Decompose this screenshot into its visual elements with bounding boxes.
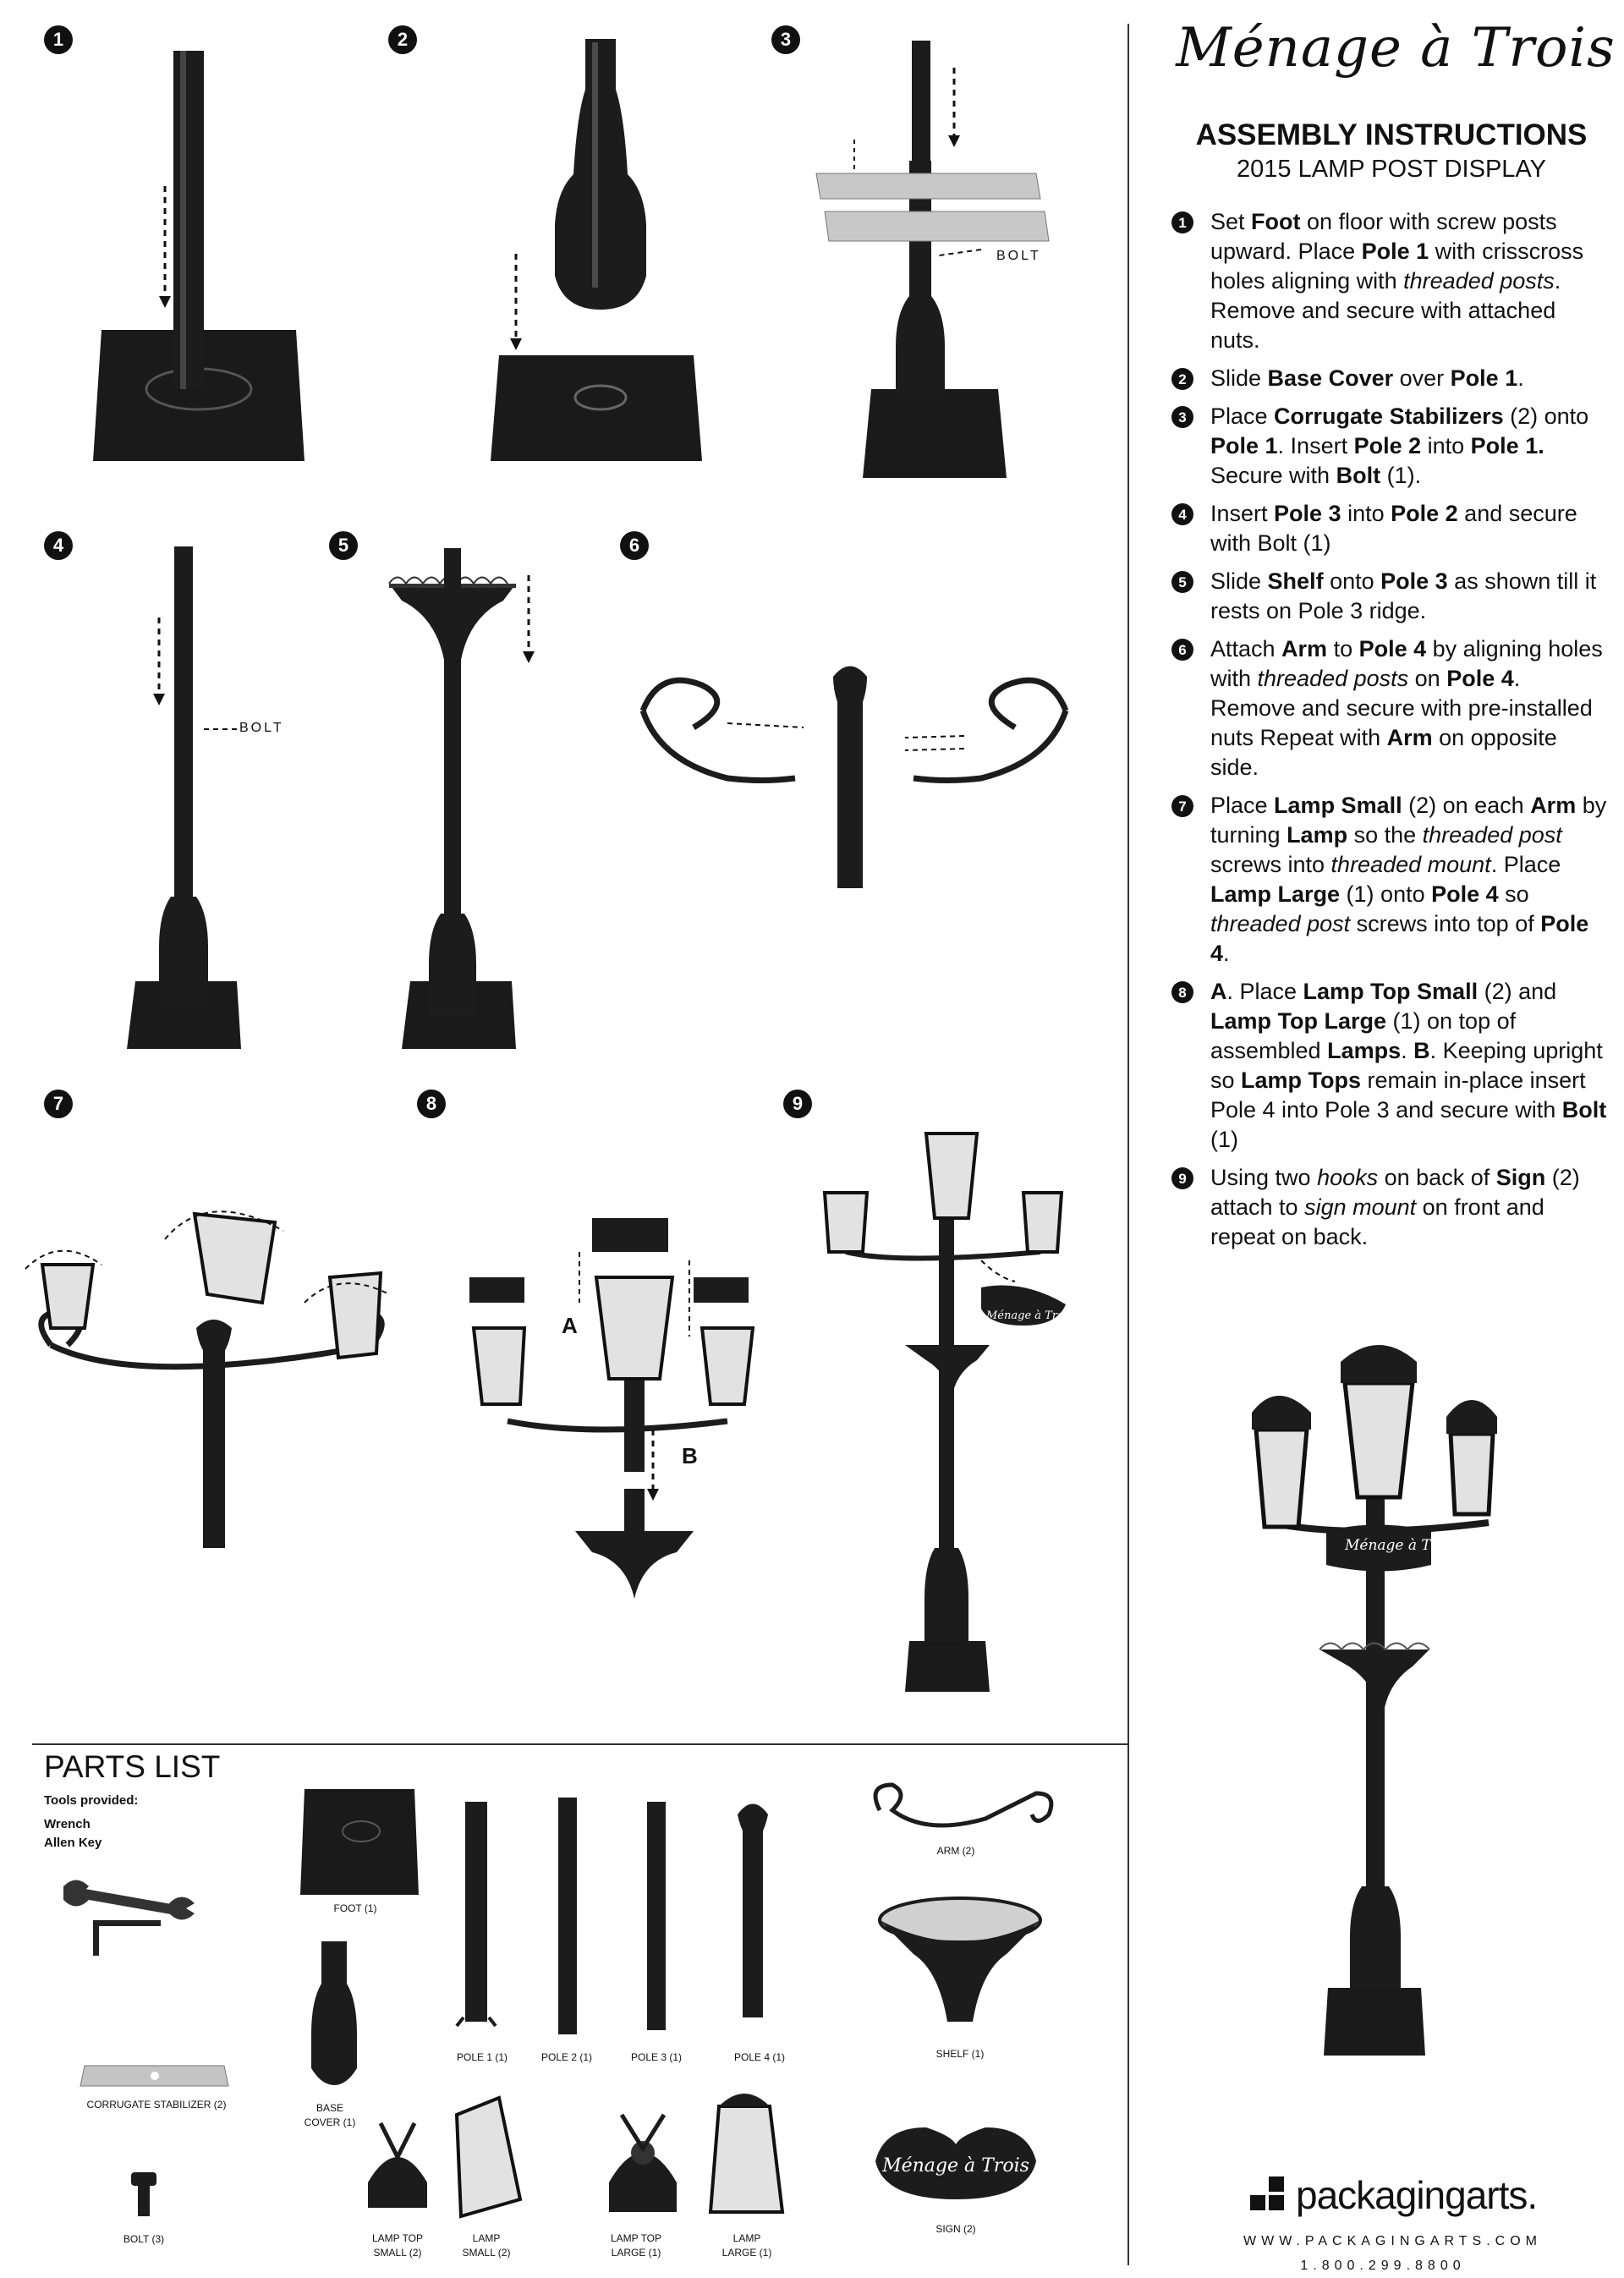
label-sign: SIGN (2) xyxy=(935,2223,976,2235)
packagingarts-logo-icon xyxy=(1250,2176,1287,2214)
label-lamp-large: LAMP LARGE (1) xyxy=(721,2232,772,2259)
label-bolt: BOLT (3) xyxy=(123,2233,165,2245)
pole-4-part xyxy=(743,1814,763,2017)
instruction-step xyxy=(1171,364,1611,393)
diagram-step-1-badge: 1 xyxy=(44,25,73,54)
parts-list-title: PARTS LIST xyxy=(44,1749,221,1784)
step-number-badge: 3 xyxy=(1171,406,1193,428)
instruction-step xyxy=(1171,402,1611,491)
step-text: Attach Arm to Pole 4 by aligning holes with threaded posts on Pole 4. Remove and secure with pre-installed nuts Repeat with Arm on opposite side. xyxy=(1210,636,1603,780)
packagingarts-logo-text: packagingarts. xyxy=(1296,2173,1538,2217)
step-text: Using two hooks on back of Sign (2) attach to sign mount on front and repeat on back. xyxy=(1210,1165,1580,1249)
instruction-step xyxy=(1171,634,1611,782)
page-title: ASSEMBLY INSTRUCTIONS xyxy=(1195,118,1588,151)
diagram-8-illustration xyxy=(457,1167,761,1607)
diagram-step-5-badge: 5 xyxy=(329,531,358,560)
instruction-step xyxy=(1171,1163,1611,1252)
step-number-badge: 9 xyxy=(1171,1167,1193,1189)
diagram-step-4-badge: 4 xyxy=(44,531,73,560)
arm-part-illustration xyxy=(863,1776,1049,1844)
diagram-3-illustration xyxy=(804,34,1108,491)
diagram-step-7-badge: 7 xyxy=(44,1090,73,1118)
diagram-step-2-badge: 2 xyxy=(388,25,417,54)
diagram-step-8-badge: 8 xyxy=(417,1090,446,1118)
label-shelf: SHELF (1) xyxy=(935,2048,985,2060)
step-number-badge: 1 xyxy=(1171,211,1193,233)
step-number-badge: 2 xyxy=(1171,368,1193,390)
diagram-1-illustration xyxy=(76,42,321,474)
step-text: Place Lamp Small (2) on each Arm by turning Lamp so the threaded post screws into threaded mount. Place Lamp Large (1) onto Pole 4 so threaded post screws into top of Pole 4. xyxy=(1210,793,1607,966)
footer-phone: 1.800.299.8800 xyxy=(1300,2259,1466,2273)
instruction-step xyxy=(1171,207,1611,355)
label-a: A xyxy=(562,1313,578,1338)
label-pole-1: POLE 1 (1) xyxy=(456,2051,508,2063)
label-b: B xyxy=(682,1443,698,1468)
diagram-6-illustration xyxy=(626,643,1100,897)
step-number-badge: 8 xyxy=(1171,981,1193,1003)
diagram-step-6-badge: 6 xyxy=(620,531,649,560)
diagram-step-9-badge: 9 xyxy=(783,1090,812,1118)
sign-text-diagram-9: Ménage à Trois xyxy=(986,1309,1073,1322)
step-text: Insert Pole 3 into Pole 2 and secure with Bolt (1) xyxy=(1210,501,1577,556)
diagram-4-illustration xyxy=(118,541,279,1066)
sign-part-text: Ménage à Trois xyxy=(882,2155,1029,2176)
diagram-2-illustration xyxy=(474,34,727,474)
pole-2-part xyxy=(558,1798,577,2034)
label-lamp-top-small: LAMP TOP SMALL (2) xyxy=(371,2232,424,2259)
stabilizer-part-illustration xyxy=(80,2064,233,2089)
shelf-part-illustration xyxy=(875,1895,1045,2039)
diagram-7-illustration xyxy=(17,1201,414,1556)
vertical-divider xyxy=(1127,24,1129,2265)
lamp-large-parts-illustration xyxy=(592,2081,795,2225)
label-pole-3: POLE 3 (1) xyxy=(630,2051,683,2063)
label-pole-2: POLE 2 (1) xyxy=(540,2051,593,2063)
step-number-badge: 5 xyxy=(1171,571,1193,593)
step-text: Slide Shelf onto Pole 3 as shown till it rests on Pole 3 ridge. xyxy=(1210,568,1597,623)
step-number-badge: 4 xyxy=(1171,503,1193,525)
step-number-badge: 6 xyxy=(1171,639,1193,661)
label-lamp-top-large: LAMP TOP LARGE (1) xyxy=(610,2232,662,2259)
step-text: Set Foot on floor with screw posts upward. Place Pole 1 with crisscross holes aligning with threaded posts. Remove and secure with attached nuts. xyxy=(1210,209,1584,353)
diagram-step-3-badge: 3 xyxy=(771,25,800,54)
label-foot: FOOT (1) xyxy=(333,1902,377,1914)
step-text: Place Corrugate Stabilizers (2) onto Pole 1. Insert Pole 2 into Pole 1. Secure with Bolt (1). xyxy=(1210,403,1589,488)
diagram-9-illustration xyxy=(812,1091,1100,1700)
instruction-step xyxy=(1171,567,1611,626)
tools-heading: Tools provided: xyxy=(44,1793,139,1808)
instruction-step xyxy=(1171,977,1611,1155)
instruction-step xyxy=(1171,499,1611,558)
label-stabilizer: CORRUGATE STABILIZER (2) xyxy=(86,2099,227,2111)
step-text: Slide Base Cover over Pole 1. xyxy=(1210,365,1524,391)
label-arm: ARM (2) xyxy=(936,1845,975,1857)
label-lamp-small: LAMP SMALL (2) xyxy=(462,2232,511,2259)
poles-parts-illustration xyxy=(457,1798,795,2034)
pole-3-part xyxy=(647,1802,666,2030)
page-subtitle: 2015 LAMP POST DISPLAY xyxy=(1237,156,1546,183)
step-number-badge: 7 xyxy=(1171,795,1193,817)
bolt-callout-4: BOLT xyxy=(239,721,284,735)
label-base-cover: BASE COVER (1) xyxy=(304,2102,356,2128)
bolt-part-illustration xyxy=(127,2172,161,2223)
instruction-list xyxy=(1171,207,1611,1260)
lamp-small-parts-illustration xyxy=(355,2089,533,2225)
wrench-allen-key-illustration xyxy=(55,1869,207,1962)
horizontal-divider xyxy=(32,1743,1128,1745)
tool-allen-key: Allen Key xyxy=(44,1836,102,1850)
base-cover-part-illustration xyxy=(309,1937,359,2089)
assembled-lamp-illustration xyxy=(1235,1337,1522,2081)
footer-url[interactable]: WWW.PACKAGINGARTS.COM xyxy=(1243,2234,1542,2248)
bolt-callout-3: BOLT xyxy=(996,249,1041,263)
packagingarts-logo xyxy=(1250,2172,1537,2218)
foot-part-illustration xyxy=(296,1789,423,1899)
pole-1-part xyxy=(465,1802,487,2022)
tool-wrench: Wrench xyxy=(44,1817,91,1831)
brand-logo: Ménage à Trois xyxy=(1176,17,1616,80)
tools-provided xyxy=(44,1792,138,1853)
sign-text-assembled: Ménage à Trois xyxy=(1345,1537,1459,1554)
step-text: A. Place Lamp Top Small (2) and Lamp Top Large (1) on top of assembled Lamps. B. Keeping upright so Lamp Tops remain in-place insert Pole 4 into Pole 3 and secure with Bolt (1) xyxy=(1210,979,1607,1152)
diagram-5-illustration xyxy=(385,541,571,1066)
label-pole-4: POLE 4 (1) xyxy=(733,2051,786,2063)
instruction-step xyxy=(1171,791,1611,969)
